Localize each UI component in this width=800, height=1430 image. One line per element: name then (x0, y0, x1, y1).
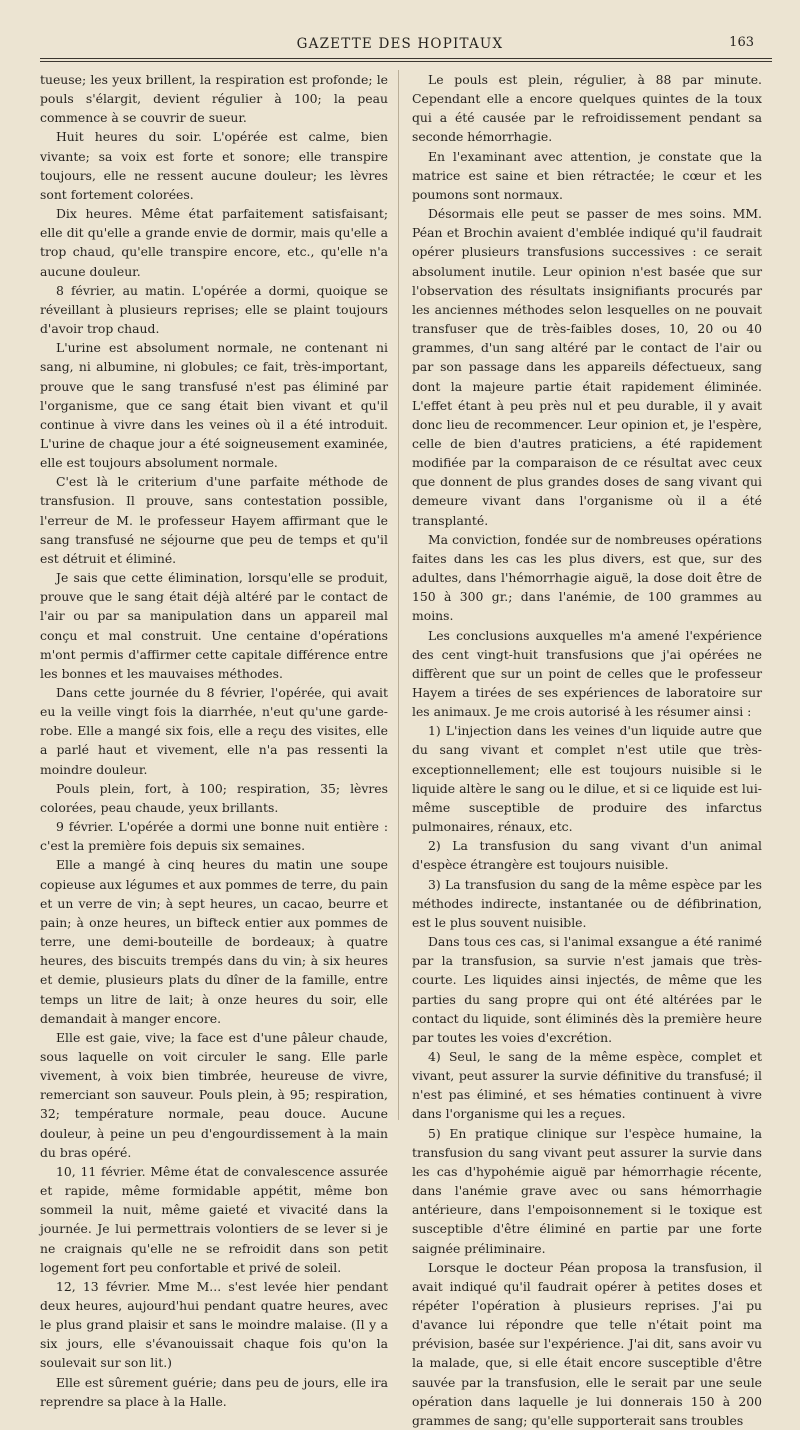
paragraph: Elle est sûrement guérie; dans peu de jours, elle ira reprendre sa place à la Halle. (40, 1374, 388, 1409)
list-item: 1) L'injection dans les veines d'un liquide autre que du sang vivant et complet n'est utile que très-exceptionnellement; elle est toujours nuisible si le liquide altère le sang ou le dilue, et si ce liquide est lui-même susceptible de produire des infarctus pulmonaires, rénaux, etc. (412, 723, 762, 835)
header-rule-top (40, 58, 772, 59)
paragraph: tueuse; les yeux brillent, la respiration est profonde; le pouls s'élargit, devient régulier à 100; la peau commence à se couvrir de sueur. (40, 72, 388, 126)
header-rule-bottom (40, 61, 772, 62)
page-header-title: GAZETTE DES HOPITAUX (296, 36, 504, 52)
paragraph: Huit heures du soir. L'opérée est calme, bien vivante; sa voix est forte et sonore; elle transpire toujours, elle ne ressent aucune douleur; les lèvres sont fortement colorées. (40, 129, 388, 202)
paragraph: Je sais que cette élimination, lorsqu'elle se produit, prouve que le sang était déjà altéré par le contact de l'air ou par sa manipulation dans un appareil mal conçu et mal construit. Une centaine d'opérations m'ont permis d'affirmer cette capitale différence entre les bonnes et les mauvaises méthodes. (40, 570, 388, 681)
paragraph: Dix heures. Même état parfaitement satisfaisant; elle dit qu'elle a grande envie de dormir, mais qu'elle a trop chaud, qu'elle transpire encore, etc., qu'elle n'a aucune douleur. (40, 206, 388, 279)
paragraph: Elle a mangé à cinq heures du matin une soupe copieuse aux légumes et aux pommes de terre, du pain et un verre de vin; à sept heures, un cacao, beurre et pain; à onze heures, un bifteck entier aux pommes de terre, une demi-bouteille de bordeaux; à quatre heures, des biscuits trempés dans du vin; à six heures et demie, plusieurs plats du dîner de la famille, entre temps un litre de lait; à onze heures du soir, elle demandait à manger encore. (40, 857, 388, 1026)
right-column (412, 70, 762, 1428)
list-item: 5) En pratique clinique sur l'espèce humaine, la transfusion du sang vivant peut assurer la survie dans les cas d'hypohémie aiguë par hémorrhagie récente, dans l'anémie grave avec ou sans hémorrhagie antérieure, dans l'empoisonnement si le toxique est susceptible d'être éliminé en partie par une forte saignée préliminaire. (412, 1125, 762, 1256)
paragraph: 8 février, au matin. L'opérée a dormi, quoique se réveillant à plusieurs reprises; elle se plaint toujours d'avoir trop chaud. (40, 282, 388, 337)
paragraph: Lorsque le docteur Péan proposa la transfusion, il avait indiqué qu'il faudrait opérer à petites doses et répéter l'opération à plusieurs reprises. J'ai pu d'avance lui répondre que telle n'était point ma prévision, basée sur l'expérience. J'ai dit, sans avoir vu la malade, que, si elle était encore susceptible d'être sauvée par la transfusion, elle le serait par une seule opération dans laquelle je lui donnerais 150 à 200 grammes de sang; qu'elle supporterait sans troubles (412, 1259, 762, 1428)
paragraph: Ma conviction, fondée sur de nombreuses opérations faites dans les cas les plus divers, est que, sur des adultes, dans l'hémorrhagie aiguë, la dose doit être de 150 à 300 gr.; dans l'anémie, de 100 grammes au moins. (412, 531, 762, 624)
paragraph: Elle est gaie, vive; la face est d'une pâleur chaude, sous laquelle on voit circuler le sang. Elle parle vivement, à voix bien timbrée, heureuse de vivre, remerciant son sauveur. Pouls plein, à 95; respiration, 32; température normale, peau douce. Aucune douleur, à peine un peu d'engourdissement à la main du bras opéré. (40, 1029, 388, 1160)
list-item: 4) Seul, le sang de la même espèce, complet et vivant, peut assurer la survie définitive du transfusé; il n'est pas éliminé, et ses hématies continuent à vivre dans l'organisme qui les a reçues. (412, 1048, 762, 1122)
column-divider (398, 70, 399, 1120)
paragraph: L'urine est absolument normale, ne contenant ni sang, ni albumine, ni globules; ce fait, très-important, prouve que le sang transfusé n'est pas éliminé par l'organisme, que ce sang était bien vivant et qu'il continue à vivre dans les veines où il a été introduit. L'urine de chaque jour a été soigneusement examinée, elle est toujours absolument normale. (40, 340, 388, 471)
paragraph: Le pouls est plein, régulier, à 88 par minute. Cependant elle a encore quelques quintes de la toux qui a été causée par le refroidissement pendant sa seconde hémorrhagie. (412, 72, 762, 145)
paragraph: Désormais elle peut se passer de mes soins. MM. Péan et Brochin avaient d'emblée indiqué qu'il faudrait opérer plusieurs transfusions successives : ce serait absolument inutile. Leur opinion n'est basée que sur l'observation des résultats insignifiants procurés par les anciennes méthodes selon lesquelles on ne pouvait transfuser que de très-faibles doses, 10, 20 ou 40 grammes, d'un sang altéré par le contact de l'air ou par son passage dans les appareils défectueux, sang dont la majeure partie était rapidement éliminée. L'effet étant à peu près nul et peu durable, il y avait donc lieu de recommencer. Leur opinion et, je l'espère, celle de bien d'autres praticiens, a été rapidement modifiée par la comparaison de ce résultat avec ceux que donnent de plus grandes doses de sang vivant qui demeure vivant dans l'organisme où il a été transplanté. (412, 206, 762, 528)
list-item: 3) La transfusion du sang de la même espèce par les méthodes indirecte, instantanée ou de défibrination, est le plus souvent nuisible. (412, 876, 762, 930)
left-column (40, 70, 388, 1409)
paragraph: Dans cette journée du 8 février, l'opérée, qui avait eu la veille vingt fois la diarrhée, n'eut qu'une garde-robe. Elle a mangé six fois, elle a reçu des visites, elle a parlé haut et vivement, elle n'a pas ressenti la moindre douleur. (40, 685, 388, 777)
paragraph: 12, 13 février. Mme M... s'est levée hier pendant deux heures, aujourd'hui pendant quatre heures, avec le plus grand plaisir et sans le moindre malaise. (Il y a six jours, elle s'évanouissait chaque fois qu'on la soulevait sur son lit.) (40, 1278, 388, 1371)
paragraph: En l'examinant avec attention, je constate que la matrice est saine et bien rétractée; le cœur et les poumons sont normaux. (412, 148, 762, 202)
paragraph: Les conclusions auxquelles m'a amené l'expérience des cent vingt-huit transfusions que j'ai opérées ne diffèrent que sur un point de celles que le professeur Hayem a tirées de ses expériences de laboratoire sur les animaux. Je me crois autorisé à les résumer ainsi : (412, 627, 762, 720)
paragraph: C'est là le criterium d'une parfaite méthode de transfusion. Il prouve, sans contestation possible, l'erreur de M. le professeur Hayem affirmant que le sang transfusé ne séjourne que peu de temps et qu'il est détruit et éliminé. (40, 474, 388, 566)
paragraph: Dans tous ces cas, si l'animal exsangue a été ranimé par la transfusion, sa survie n'est jamais que très-courte. Les liquides ainsi injectés, de même que les parties du sang propre qui ont été altérées par le contact du liquide, sont éliminés dès la première heure par toutes les voies d'excrétion. (412, 934, 762, 1045)
paragraph: Pouls plein, fort, à 100; respiration, 35; lèvres colorées, peau chaude, yeux brillants. (40, 780, 388, 815)
paragraph: 10, 11 février. Même état de convalescence assurée et rapide, même formidable appétit, même bon sommeil la nuit, même gaieté et vivacité dans la journée. Je lui permettrais volontiers de se lever si je ne craignais qu'elle ne se refroidit dans son petit logement fort peu confortable et privé de soleil. (40, 1163, 388, 1275)
paragraph: 9 février. L'opérée a dormi une bonne nuit entière : c'est la première fois depuis six semaines. (40, 819, 388, 854)
page-number: 163 (729, 35, 754, 50)
list-item: 2) La transfusion du sang vivant d'un animal d'espèce étrangère est toujours nuisible. (412, 838, 762, 873)
